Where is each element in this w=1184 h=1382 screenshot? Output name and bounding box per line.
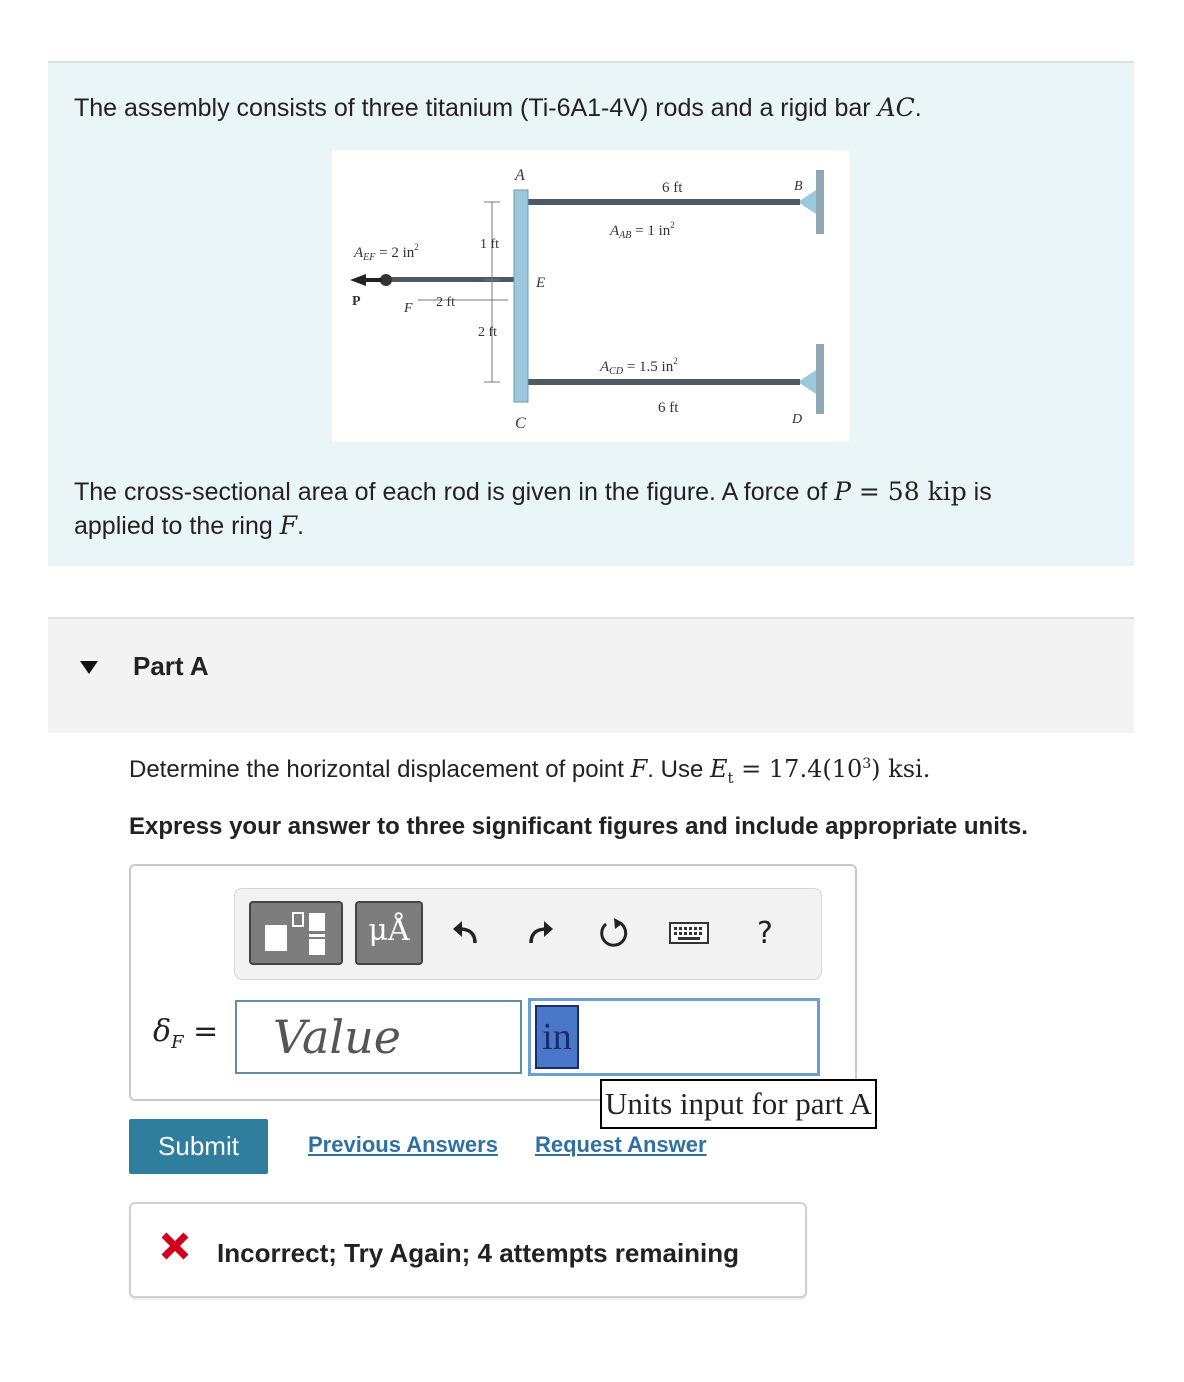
label-D: D <box>792 412 803 427</box>
templates-button[interactable] <box>249 901 343 965</box>
label-E: E <box>536 275 546 291</box>
question-text: Determine the horizontal displacement of point F. Use $E_t = 17.4(10^3)$ ksi. <box>129 755 931 787</box>
request-answer-link[interactable]: Request Answer <box>535 1132 707 1157</box>
problem-statement <box>48 61 1134 566</box>
area-EF-label: $A_{EF} = 2$ $in^2$ <box>354 242 419 263</box>
length-CD: 6 ft <box>658 400 679 416</box>
help-button[interactable]: ? <box>757 915 773 951</box>
part-title: Part A <box>133 651 209 681</box>
math-AC: AC <box>877 93 915 122</box>
dimension-2ft-vertical: 2 ft <box>478 325 498 340</box>
units-value[interactable]: in <box>535 1005 579 1069</box>
assembly-figure <box>332 150 850 442</box>
feedback-text: Incorrect; Try Again; 4 attempts remaining <box>217 1238 740 1268</box>
units-tooltip: Units input for part A <box>600 1079 877 1129</box>
label-B: B <box>794 179 803 194</box>
intro-paragraph-2: The cross-sectional area of each rod is given in the figure. A force of P = 58 kip is applied to the ring F. <box>74 477 992 540</box>
fraction-template-icon <box>251 903 341 963</box>
math-toolbar <box>234 888 822 980</box>
label-C: C <box>515 415 526 432</box>
previous-answers-link[interactable]: Previous Answers <box>308 1132 498 1157</box>
dimension-lines <box>418 202 508 382</box>
rigid-bar-AC <box>514 190 528 402</box>
label-A: A <box>515 167 525 184</box>
area-CD-label: $A_{CD} = 1.5$ $in^2$ <box>600 356 678 377</box>
label-F: F <box>404 301 413 316</box>
dimension-1ft: 1 ft <box>480 237 500 252</box>
redo-icon[interactable] <box>517 909 565 957</box>
keyboard-icon[interactable] <box>665 909 713 957</box>
intro-paragraph-1: The assembly consists of three titanium (Ti-6A1-4V) rods and a rigid bar AC. <box>74 93 922 122</box>
rod-AB <box>524 199 800 205</box>
length-AB: 6 ft <box>662 180 683 196</box>
answer-box <box>129 864 857 1101</box>
rod-CD <box>524 379 800 385</box>
units-input[interactable] <box>528 998 820 1076</box>
assembly-diagram <box>332 150 850 442</box>
delta-f-label: $\delta_F$ = <box>153 1014 219 1053</box>
feedback-box <box>129 1202 807 1298</box>
wall-support-D <box>798 344 824 414</box>
collapse-triangle-icon[interactable] <box>80 661 98 674</box>
submit-button[interactable]: Submit <box>129 1119 268 1174</box>
part-a-header[interactable] <box>48 617 1134 733</box>
units-button[interactable]: μÅ <box>355 901 423 965</box>
undo-icon[interactable] <box>441 909 489 957</box>
area-AB-label: $A_{AB} = 1$ $in^2$ <box>610 220 675 241</box>
dimension-2ft-horizontal: 2 ft <box>436 295 456 310</box>
instruction-text: Express your answer to three significant figures and include appropriate units. <box>129 813 1028 840</box>
value-input[interactable]: Value <box>235 1000 522 1074</box>
incorrect-x-icon <box>158 1229 192 1263</box>
label-P: P <box>352 294 361 309</box>
force-P-arrow <box>350 274 366 286</box>
reset-icon[interactable] <box>589 909 637 957</box>
